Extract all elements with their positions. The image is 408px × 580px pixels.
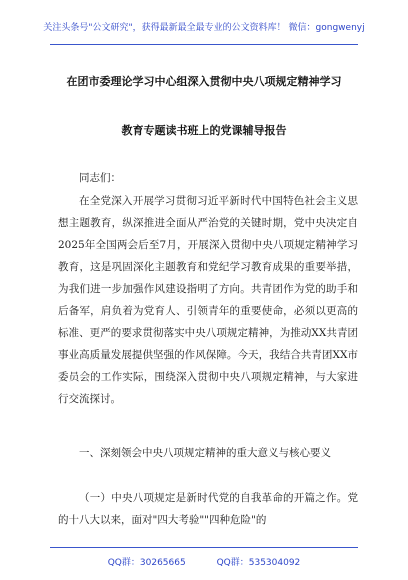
document-title-line-1: 在团市委理论学习中心组深入贯彻中央八项规定精神学习 [66, 75, 342, 88]
header-divider [50, 44, 358, 45]
salutation: 同志们： [79, 172, 121, 184]
section-heading-1: 一、深刻领会中央八项规定精神的重大意义与核心要义 [79, 447, 331, 459]
body-paragraph-2: （一）中央八项规定是新时代党的自我革命的开篇之作。党的十八大以来，面对"四大考验""四种危险"的 [58, 492, 358, 526]
footer-qq-group-2: QQ群：535304092 [216, 558, 301, 568]
document-title-line-2: 教育专题读书班上的党课辅导报告 [121, 124, 287, 137]
header-promo-note: 关注头条号"公文研究"，获得最新最全最专业的公文资料库！ 微信：gongwenyj [43, 23, 365, 33]
body-paragraph-1: 在全党深入开展学习贯彻习近平新时代中国特色社会主义思想主题教育，纵深推进全面从严治党的关键时期，党中央决定自2025年全国两会后至7月，开展深入贯彻中央八项规定精神学习教育，这是巩固深化主题教育和党纪学习教育成果的重要举措，为我们进一步加强作风建设指明了方向。共青团作为党的助手和后备军，肩负着为党育人、引领青年的重要使命，必须以更高的标准、更严的要求贯彻落实中央八项规定精神，为推动XX共青团事业高质量发展提供坚强的作风保障。今天，我结合共青团XX市委员会的工作实际，围绕深入贯彻中央八项规定精神，与大家进行交流探讨。 [58, 195, 358, 405]
footer-qq-group-1: QQ群：30265665 [107, 558, 186, 568]
footer [0, 555, 408, 568]
footer-divider [50, 547, 358, 548]
